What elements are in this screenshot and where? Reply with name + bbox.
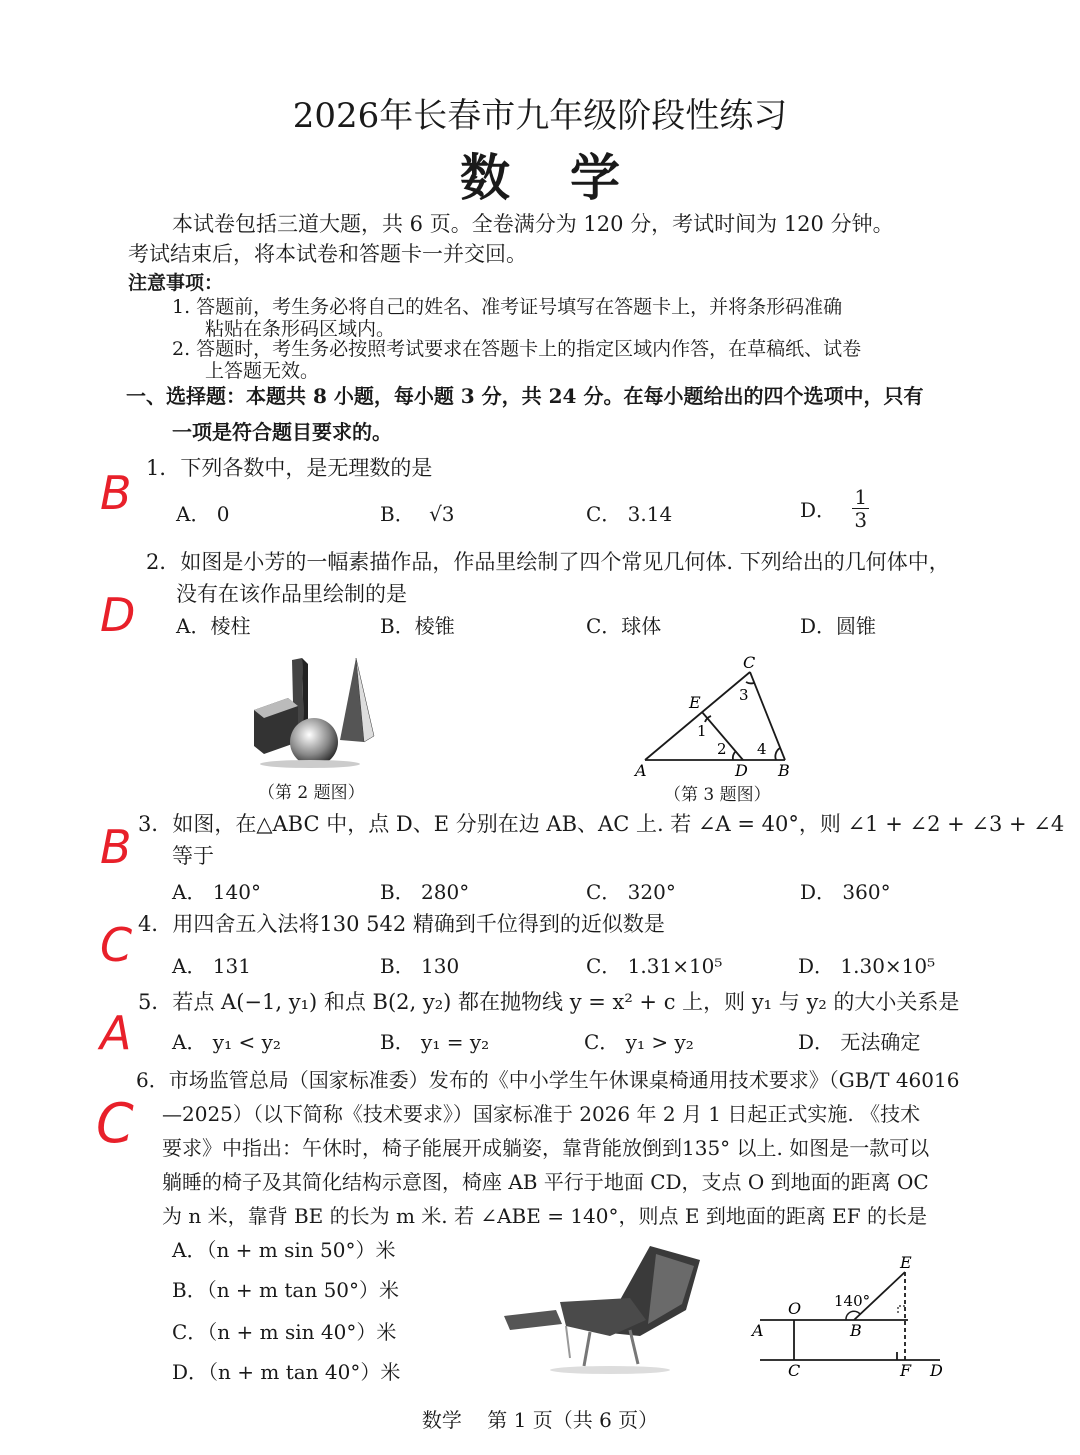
- handwritten-answer-q4: C: [100, 918, 133, 972]
- side-bc: [750, 672, 785, 760]
- fraction-numerator: 1: [854, 485, 868, 509]
- q1-option-b-label: B．: [380, 502, 415, 526]
- q4-option-c: C． 1.31×10⁵: [586, 954, 723, 978]
- q5-option-c: C． y₁ > y₂: [584, 1030, 694, 1054]
- section-1-line-2: 一项是符合题目要求的。: [172, 420, 392, 444]
- chair-leg-1: [584, 1332, 590, 1366]
- q2-option-d: D．圆锥: [800, 614, 877, 638]
- q3-stem-line-1: 3．如图，在△ABC 中，点 D、E 分别在边 AB、AC 上. 若 ∠A = 40°，则 ∠1 + ∠2 + ∠3 + ∠4: [138, 812, 1065, 836]
- subject-title: 数学: [460, 148, 680, 207]
- label-b: B: [778, 761, 790, 780]
- q1-option-d-fraction: [852, 486, 869, 531]
- q4-option-d: D． 1.30×10⁵: [798, 954, 936, 978]
- figure-3-triangle: [625, 650, 805, 780]
- q1-option-a: A． 0: [176, 502, 230, 526]
- q5-option-d: D． 无法确定: [798, 1030, 921, 1054]
- q3-option-d: D． 360°: [800, 880, 891, 904]
- q6-line-2: —2025）（以下简称《技术要求》）国家标准于 2026 年 2 月 1 日起正式实施. 《技术: [162, 1102, 921, 1126]
- page-footer: 数学 第 1 页（共 6 页）: [421, 1408, 659, 1432]
- q2-stem-line-2: 没有在该作品里绘制的是: [176, 582, 407, 606]
- q5-stem: 5．若点 A(−1, y₁) 和点 B(2, y₂) 都在抛物线 y = x² + c 上，则 y₁ 与 y₂ 的大小关系是: [138, 990, 960, 1014]
- right-angle-mark: [898, 1306, 905, 1313]
- q5-option-b: B． y₁ = y₂: [380, 1030, 490, 1054]
- figure-2-sketch: [240, 650, 380, 770]
- q4-stem: 4．用四舍五入法将130 542 精确到千位得到的近似数是: [138, 912, 665, 936]
- q6-option-d: D．（n + m tan 40°）米: [172, 1360, 401, 1384]
- q6-line-4: 躺睡的椅子及其简化结构示意图，椅座 AB 平行于地面 CD，支点 O 到地面的距离 OC: [162, 1170, 929, 1194]
- q1-option-d: [800, 486, 869, 531]
- chair-photo: [500, 1240, 720, 1380]
- fraction-denominator: 3: [854, 508, 868, 532]
- label-angle-2: 2: [717, 740, 727, 758]
- q3-option-c: C． 320°: [586, 880, 676, 904]
- label-a: A: [635, 761, 647, 780]
- chair-shadow: [550, 1366, 670, 1374]
- notice-item-1-line-2: 粘贴在条形码区域内。: [205, 318, 396, 340]
- q4-option-b: B． 130: [380, 954, 460, 978]
- handwritten-answer-q1: B: [100, 466, 132, 520]
- figure-2-caption: （第 2 题图）: [258, 783, 365, 803]
- label-a: A: [752, 1321, 764, 1340]
- handwritten-answer-q5: A: [100, 1006, 132, 1060]
- q2-stem-line-1: 2．如图是小芳的一幅素描作品，作品里绘制了四个常见几何体. 下列给出的几何体中，: [146, 550, 950, 574]
- notice-item-1-line-1: 1. 答题前，考生务必将自己的姓名、准考证号填写在答题卡上，并将条形码准确: [172, 296, 843, 318]
- q1-option-d-label: D．: [800, 498, 837, 522]
- label-e: E: [689, 693, 701, 712]
- q6-line-3: 要求》中指出：午休时，椅子能展开成躺姿，靠背能放倒到135° 以上. 如图是一款可以: [162, 1136, 930, 1160]
- notice-item-2-line-2: 上答题无效。: [205, 360, 320, 382]
- q1-option-b-value: √3: [429, 502, 455, 526]
- section-1-line-1: 一、选择题：本题共 8 小题，每小题 3 分，共 24 分。在每小题给出的四个选项中，只有: [126, 384, 924, 408]
- figure-6-schematic: [750, 1256, 950, 1386]
- q3-option-a: A． 140°: [172, 880, 261, 904]
- label-angle-4: 4: [757, 740, 767, 758]
- q5-option-a: A． y₁ < y₂: [172, 1030, 281, 1054]
- label-o: O: [788, 1299, 802, 1318]
- angle-4-arc: [775, 748, 780, 760]
- label-d: D: [735, 761, 748, 780]
- label-f: F: [900, 1361, 912, 1380]
- label-angle-3: 3: [739, 686, 749, 704]
- notice-heading: 注意事项：: [128, 272, 224, 294]
- q1-option-c: C． 3.14: [586, 502, 673, 526]
- q6-option-b: B．（n + m tan 50°）米: [172, 1278, 400, 1302]
- chair-leg-3: [566, 1326, 570, 1358]
- q2-option-b: B．棱锥: [380, 614, 455, 638]
- q2-option-a: A．棱柱: [176, 614, 251, 638]
- exam-title: 2026年长春市九年级阶段性练习: [292, 96, 788, 136]
- sphere: [290, 718, 338, 766]
- q6-option-a: A．（n + m sin 50°）米: [172, 1238, 396, 1262]
- intro-line-1: 本试卷包括三道大题，共 6 页。全卷满分为 120 分，考试时间为 120 分钟。: [172, 212, 894, 236]
- q4-option-a: A． 131: [172, 954, 251, 978]
- label-e: E: [900, 1256, 912, 1272]
- q6-line-1: 6．市场监管总局（国家标准委）发布的《中小学生午休课桌椅通用技术要求》（GB/T 46016: [136, 1068, 960, 1092]
- handwritten-answer-q3: B: [100, 820, 132, 874]
- label-angle-1: 1: [697, 722, 707, 740]
- label-c: C: [788, 1361, 801, 1380]
- q1-option-b: [380, 498, 455, 527]
- label-b: B: [850, 1321, 862, 1340]
- q6-line-5: 为 n 米，靠背 BE 的长为 m 米. 若 ∠ABE = 140°，则点 E 到地面的距离 EF 的长是: [162, 1204, 928, 1228]
- side-ac: [645, 672, 750, 760]
- notice-item-2-line-1: 2. 答题时，考生务必按照考试要求在答题卡上的指定区域内作答，在草稿纸、试卷: [172, 338, 862, 360]
- intro-line-2: 考试结束后，将本试卷和答题卡一并交回。: [128, 242, 527, 266]
- angle-3-arc: [746, 682, 754, 683]
- handwritten-answer-q2: D: [100, 588, 136, 642]
- q3-stem-line-2: 等于: [172, 844, 214, 868]
- chair-footrest: [504, 1310, 562, 1330]
- q1-stem: 1．下列各数中，是无理数的是: [146, 456, 433, 480]
- angle-2-arc: [733, 751, 736, 760]
- q2-option-c: C．球体: [586, 614, 662, 638]
- handwritten-answer-q6: C: [96, 1092, 134, 1155]
- q3-option-b: B． 280°: [380, 880, 470, 904]
- shadow: [260, 760, 360, 768]
- label-140: 140°: [834, 1292, 871, 1310]
- q6-option-c: C．（n + m sin 40°）米: [172, 1320, 397, 1344]
- label-d: D: [930, 1361, 943, 1380]
- label-c: C: [743, 653, 756, 672]
- figure-3-caption: （第 3 题图）: [664, 785, 771, 805]
